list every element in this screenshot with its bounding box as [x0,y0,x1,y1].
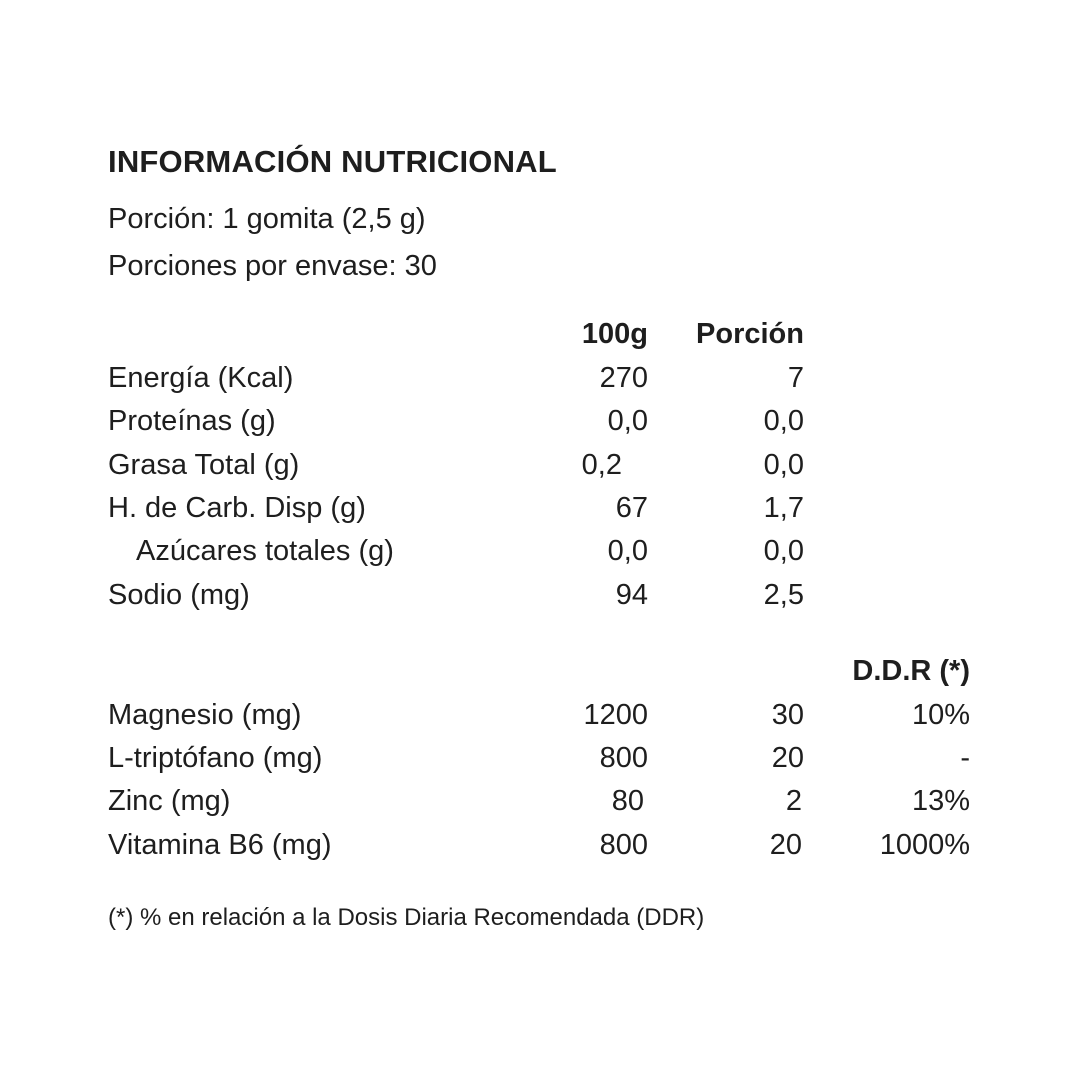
micronutrient-row-tryptophan [0,742,1080,782]
column-header-portion: Porción [696,318,804,350]
value-portion: 30 [771,699,804,731]
serving-size: Porción: 1 gomita (2,5 g) [108,203,426,235]
micronutrient-row-zinc [0,785,1080,825]
nutrient-label: Proteínas (g) [108,405,276,437]
value-portion: 1,7 [763,492,804,524]
value-100g: 94 [615,579,648,611]
ddr-footnote: (*) % en relación a la Dosis Diaria Recomendada (DDR) [108,904,705,931]
nutrient-label: Zinc (mg) [108,785,231,817]
nutrient-label: Azúcares totales (g) [136,535,394,567]
nutrient-label: H. de Carb. Disp (g) [108,492,366,524]
value-100g: 0,2 [581,449,622,481]
value-portion: 20 [769,829,802,861]
column-header-100g: 100g [581,318,648,350]
value-portion: 7 [787,362,804,394]
nutrient-row-total-sugars [0,535,1080,575]
micronutrient-row-magnesium [0,699,1080,739]
value-100g: 80 [611,785,644,817]
micronutrient-row-vitamin-b6 [0,829,1080,869]
value-100g: 270 [599,362,648,394]
servings-per-container: Porciones por envase: 30 [108,250,437,282]
value-portion: 2 [785,785,802,817]
nutrient-label: Grasa Total (g) [108,449,300,481]
nutrient-label: L-triptófano (mg) [108,742,323,774]
nutrient-row-protein [0,405,1080,445]
value-portion: 0,0 [763,449,804,481]
nutrient-label: Vitamina B6 (mg) [108,829,332,861]
nutrient-label: Magnesio (mg) [108,699,302,731]
value-100g: 67 [615,492,648,524]
value-100g: 0,0 [607,535,648,567]
nutrient-row-energy [0,362,1080,402]
nutrient-label: Energía (Kcal) [108,362,294,394]
value-ddr: 10% [911,699,970,731]
value-portion: 0,0 [763,535,804,567]
value-ddr: - [960,742,970,774]
column-header-ddr: D.D.R (*) [852,655,970,687]
value-portion: 20 [771,742,804,774]
nutrient-row-total-fat [0,449,1080,489]
value-ddr: 13% [911,785,970,817]
value-portion: 2,5 [763,579,804,611]
value-portion: 0,0 [763,405,804,437]
nutrient-row-sodium [0,579,1080,619]
value-100g: 800 [599,742,648,774]
ddr-header-row [0,655,1080,695]
value-100g: 0,0 [607,405,648,437]
nutrition-title: INFORMACIÓN NUTRICIONAL [108,144,557,179]
value-100g: 800 [599,829,648,861]
value-ddr: 1000% [879,829,970,861]
nutrient-row-carbohydrates [0,492,1080,532]
column-header-row [0,318,1080,358]
nutrient-label: Sodio (mg) [108,579,250,611]
value-100g: 1200 [583,699,648,731]
